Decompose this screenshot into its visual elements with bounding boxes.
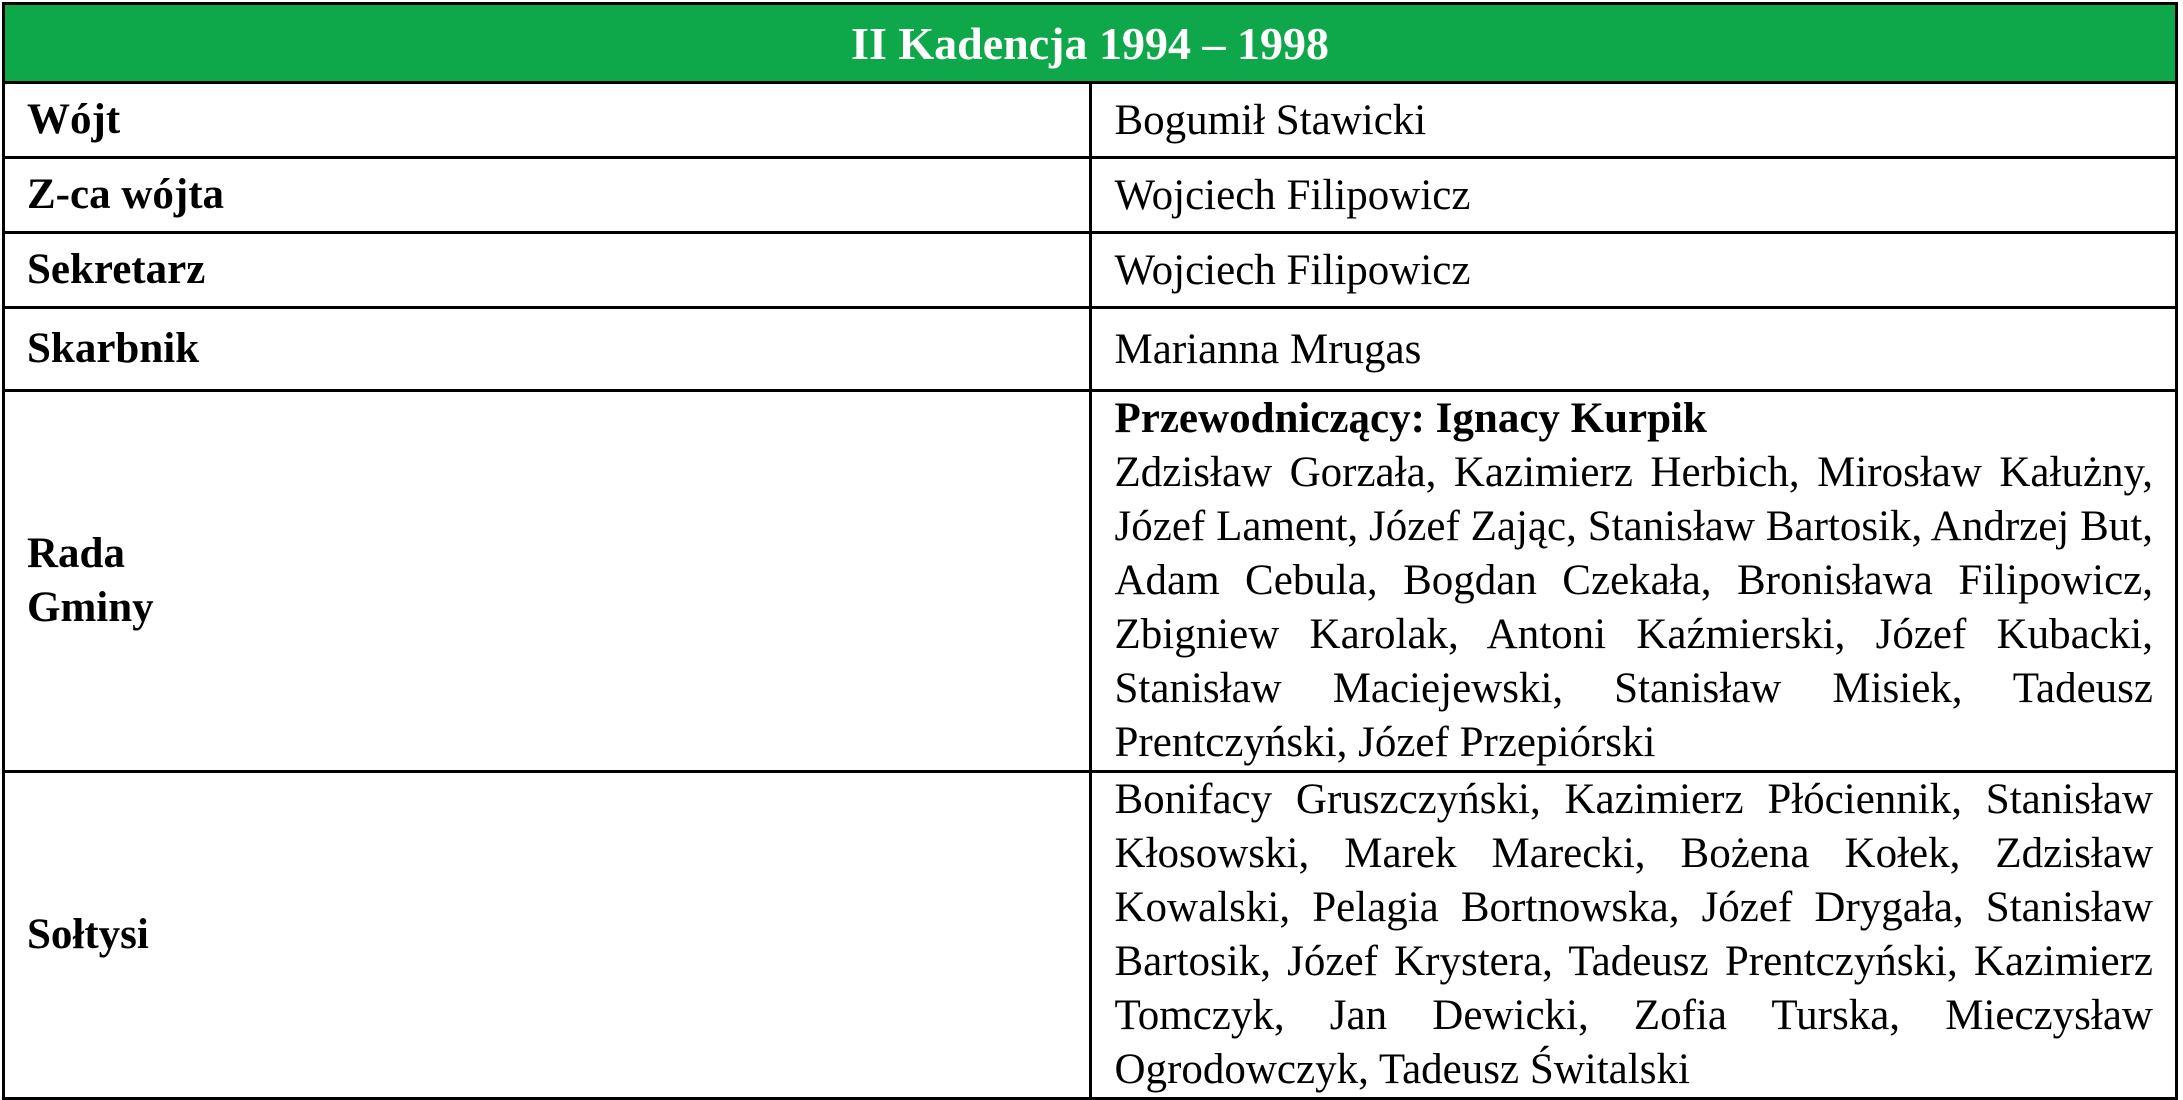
row-value: Wojciech Filipowicz bbox=[1090, 233, 2177, 308]
soltysi-members-cell bbox=[1090, 772, 2177, 1099]
rada-members: Zdzisław Gorzała, Kazimierz Herbich, Mirosław Kałużny, Józef Lament, Józef Zając, Stanisław Bartosik, Andrzej But, Adam Cebula, Bogdan Czekała, Bronisława Filipowicz, Zbigniew Karolak, Antoni Kaźmierski, Józef Kubacki, Stanisław Maciejewski, Stanisław Misiek, Tadeusz Prentczyński, Józef Przepiórski bbox=[1114, 449, 2153, 766]
table-row-sekretarz bbox=[4, 233, 2177, 308]
row-label: Skarbnik bbox=[4, 308, 1091, 391]
rada-chair: Przewodniczący: Ignacy Kurpik bbox=[1114, 395, 1707, 442]
table-row-rada-gminy bbox=[4, 391, 2177, 772]
row-label: Sekretarz bbox=[4, 233, 1091, 308]
table-row-zca-wojta bbox=[4, 158, 2177, 233]
soltysi-label: Sołtysi bbox=[4, 772, 1091, 1099]
rada-label bbox=[4, 391, 1091, 772]
rada-text bbox=[1115, 392, 2154, 770]
rada-label-line2: Gminy bbox=[27, 584, 154, 631]
row-label: Z-ca wójta bbox=[4, 158, 1091, 233]
row-label: Wójt bbox=[4, 83, 1091, 158]
row-value: Wojciech Filipowicz bbox=[1090, 158, 2177, 233]
table-row-wojt bbox=[4, 83, 2177, 158]
table-title: II Kadencja 1994 – 1998 bbox=[4, 4, 2177, 83]
kadencja-table bbox=[2, 2, 2178, 1100]
table-row-skarbnik bbox=[4, 308, 2177, 391]
soltysi-members: Bonifacy Gruszczyński, Kazimierz Płóciennik, Stanisław Kłosowski, Marek Marecki, Bożena Kołek, Zdzisław Kowalski, Pelagia Bortnowska, Józef Drygała, Stanisław Bartosik, Józef Krystera, Tadeusz Prentczyński, Kazimierz Tomczyk, Jan Dewicki, Zofia Turska, Mieczysław Ogrodowczyk, Tadeusz Świtalski bbox=[1114, 776, 2153, 1093]
row-value: Bogumił Stawicki bbox=[1090, 83, 2177, 158]
row-value: Marianna Mrugas bbox=[1090, 308, 2177, 391]
rada-label-line1: Rada bbox=[27, 530, 125, 577]
table-header-row bbox=[4, 4, 2177, 83]
rada-members-cell bbox=[1090, 391, 2177, 772]
table-row-soltysi bbox=[4, 772, 2177, 1099]
